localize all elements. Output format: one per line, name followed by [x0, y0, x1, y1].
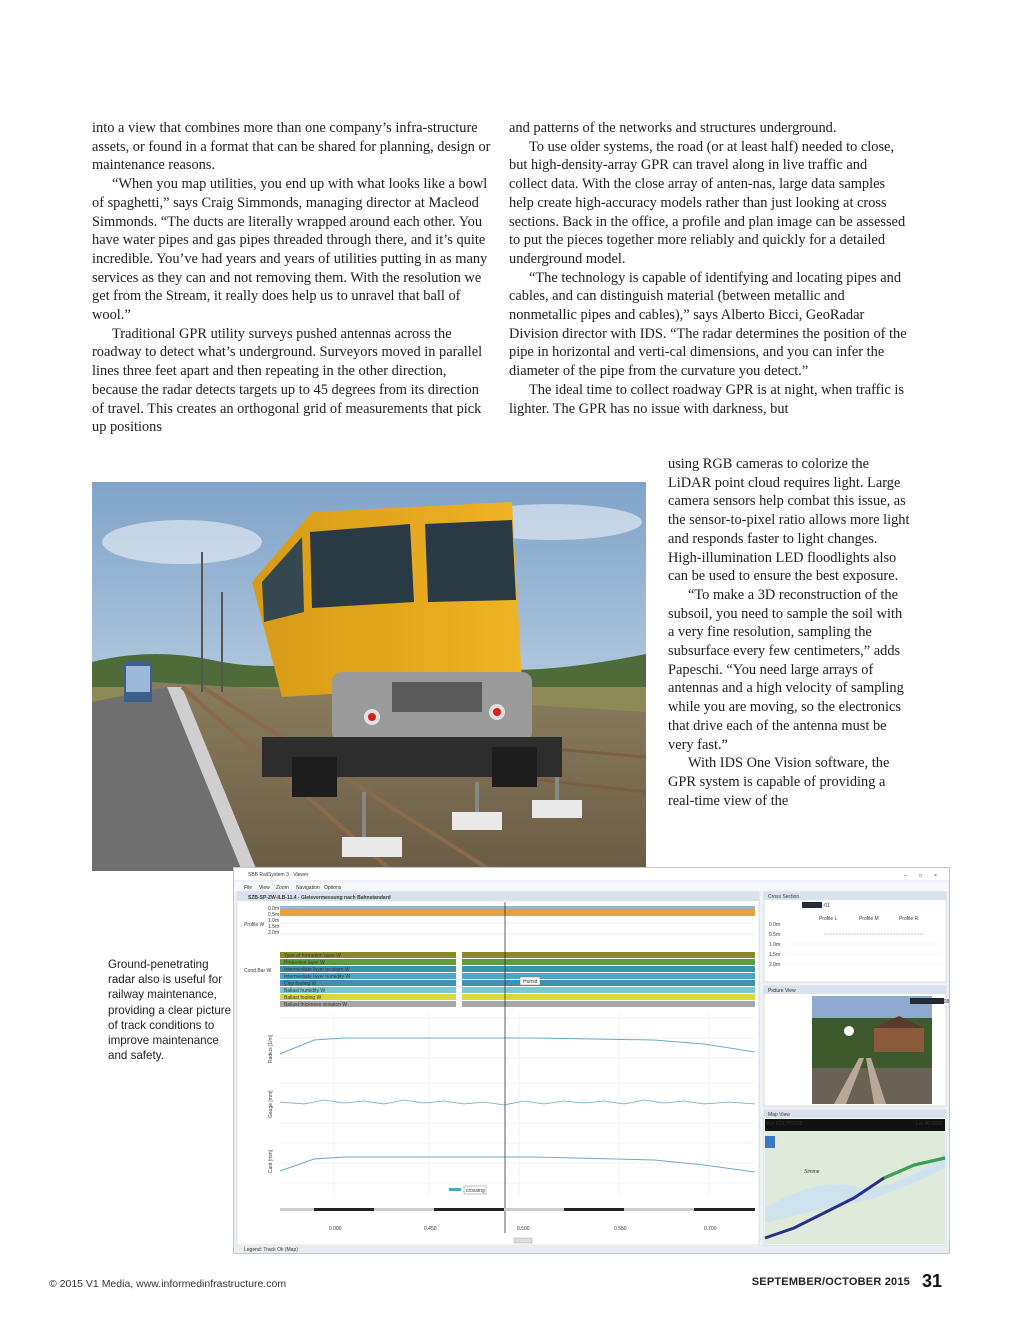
map-view[interactable] — [765, 1131, 945, 1244]
layer-label: Protection layer W — [284, 960, 325, 966]
map-coords-right: Lat 46.6832 — [916, 1121, 943, 1127]
menu-zoom[interactable]: Zoom — [276, 885, 289, 891]
crossing-tag: crossing — [466, 1188, 485, 1194]
article-column-right — [509, 119, 909, 418]
cross-tick: 2.0m — [769, 962, 781, 968]
humid-tag: Humid — [523, 979, 538, 985]
article-paragraph: using RGB cameras to colorize the LiDAR point cloud requires light. Large camera sensors help combat this issue, as the sensor-to-pixel ratio allows more light and responds faster to light changes. High-illumination LED floodlights also can be used to ensure the best exposure. — [668, 456, 910, 585]
cross-tick: 0.0m — [769, 922, 781, 928]
graph-label: Radius [1/m] — [268, 1034, 274, 1063]
article-paragraph: Traditional GPR utility surveys pushed antennas across the roadway to detect what’s underground. Surveyors moved in parallel lines three feet apart and then repeating in the other direction, because the radar detects targets up to 45 degrees from its direction of travel. This creates an orthogonal grid of measurements that pick up positions — [92, 325, 483, 436]
article-paragraph: To use older systems, the road (or at least half) needed to close, but high-density-array GPR can travel along in live traffic and collect data. With the close array of anten-nas, large data samples help create high-accuracy models rather than just looking at cross sections. Back in the office, a profile and plan image can be assessed to put the pieces together more reliably and quickly for a detailed underground model. — [509, 138, 906, 267]
cross-profile-label: Profile M — [859, 916, 879, 922]
figure-caption: Ground-penetrating radar also is useful for railway maintenance, providing a clear picture of track conditions to improve maintenance and safety. — [108, 958, 232, 1063]
cross-profile-label: Profile L — [819, 916, 838, 922]
map-coords-left: Km 639,755338 — [767, 1121, 803, 1127]
map-river-label: Simme — [804, 1169, 820, 1175]
km-tick: 0.000 — [329, 1226, 342, 1232]
layer-label: Intermediate layer humidity W — [284, 974, 351, 980]
software-screenshot — [233, 867, 950, 1254]
map-panel-title: Map View — [768, 1112, 790, 1118]
layer-label: Clay fouling W — [284, 981, 317, 987]
km-tick: 0.700 — [704, 1226, 717, 1232]
maximize-icon[interactable]: □ — [919, 873, 923, 879]
track-label: SZB-SP-ZW-ILB-11.4 - Gleisvermessung nach Bahnstandard — [248, 895, 391, 901]
layer-label: Ballast humidity W — [284, 988, 326, 994]
graph-label: Cant [mm] — [268, 1149, 274, 1173]
km-tick: 0.550 — [614, 1226, 627, 1232]
layer-label: Type of formation layer W — [284, 953, 341, 959]
cross-panel-title: Cross Section — [768, 894, 800, 900]
layer-label: Ballast fouling W — [284, 995, 322, 1001]
cross-profile-label: Profile R — [899, 916, 919, 922]
footer-issue: SEPTEMBER/OCTOBER 2015 — [751, 1276, 910, 1288]
profile-tick: 1.0m — [268, 918, 280, 924]
menu-view[interactable]: View — [259, 885, 270, 891]
layer-label: Intermediate layer problem W — [284, 967, 350, 973]
cross-panel-id: CS-BTR-01 — [804, 903, 830, 909]
cross-tick: 1.5m — [769, 952, 781, 958]
window-title: SBB RailSystem 3 - Viewer — [248, 872, 309, 878]
profile-tick: 0.5m — [268, 912, 280, 918]
article-paragraph: The ideal time to collect roadway GPR is at night, when traffic is lighter. The GPR has no issue with darkness, but — [509, 381, 904, 417]
close-icon[interactable]: × — [934, 873, 937, 879]
article-paragraph: and patterns of the networks and structures underground. — [509, 120, 837, 136]
article-paragraph: “The technology is capable of identifying and locating pipes and cables, and can distinguish material (between metallic and nonmetallic pipes and cables),” says Alberto Bicci, GeoRadar Division director with IDS. “The radar determines the position of the pipe in horizontal and verti-cal dimensions, and you can infer the diameter of the pipe from the curvature you detect.” — [509, 269, 907, 380]
menu-file[interactable]: File — [244, 885, 253, 891]
km-tick: 0.450 — [424, 1226, 437, 1232]
cross-tick: 0.5m — [769, 932, 781, 938]
menu-options[interactable]: Options — [324, 885, 342, 891]
article-column-left — [92, 119, 492, 437]
minimize-icon[interactable]: – — [904, 873, 907, 879]
article-column-right-wrap — [668, 455, 912, 810]
railway-vehicle-photo — [92, 482, 646, 871]
km-tick: 0.500 — [517, 1226, 530, 1232]
scrollbar-thumb[interactable] — [514, 1238, 532, 1243]
profile-tick: 2.0m — [268, 930, 280, 936]
status-bar: Legend: Track Ok (Map) — [244, 1247, 298, 1253]
profile-label: Profile W — [244, 922, 265, 928]
layer-label: Ballast thickness violation W — [284, 1002, 348, 1008]
article-paragraph: “When you map utilities, you end up with what looks like a bowl of spaghetti,” says Craig Simmonds, managing director at Macleod Simmonds. “The ducts are literally wrapped around each other. You have water pipes and gas pipes threaded through there, and it’s quite incredible. You’ve had years and years of utilities putting in as many services as they can and not removing them. With the resolution we get from the Stream, it really does help us to unravel that ball of wool.” — [92, 176, 488, 324]
article-paragraph: into a view that combines more than one company’s infra-structure assets, or found in a format that can be shared for planning, design or maintenance reasons. — [92, 120, 491, 174]
track-camera-view — [812, 996, 932, 1104]
menu-navigation[interactable]: Navigation — [296, 885, 320, 891]
picture-id: SBB-06540-1-08 — [912, 999, 949, 1005]
graph-label: Gauge [mm] — [268, 1090, 274, 1118]
profile-tick: 1.5m — [268, 924, 280, 930]
profile-tick: 0.0m — [268, 906, 280, 912]
footer-copyright: © 2015 V1 Media, www.informedinfrastructure.com — [49, 1278, 287, 1290]
article-paragraph: With IDS One Vision software, the GPR system is capable of providing a real-time view of the — [668, 755, 890, 809]
cond-bar-label: Cond.Bar W — [244, 968, 272, 974]
page-number: 31 — [921, 1271, 942, 1291]
article-paragraph: “To make a 3D reconstruction of the subsoil, you need to sample the soil with a very fine resolution, sampling the subsurface every few centimeters,” adds Papeschi. “You need large arrays of antennas and a high velocity of sampling while you are moving, so the electronics that drive each of the antenna must be very fast.” — [668, 586, 904, 753]
picture-panel-title: Picture View — [768, 988, 796, 994]
cross-tick: 1.0m — [769, 942, 781, 948]
